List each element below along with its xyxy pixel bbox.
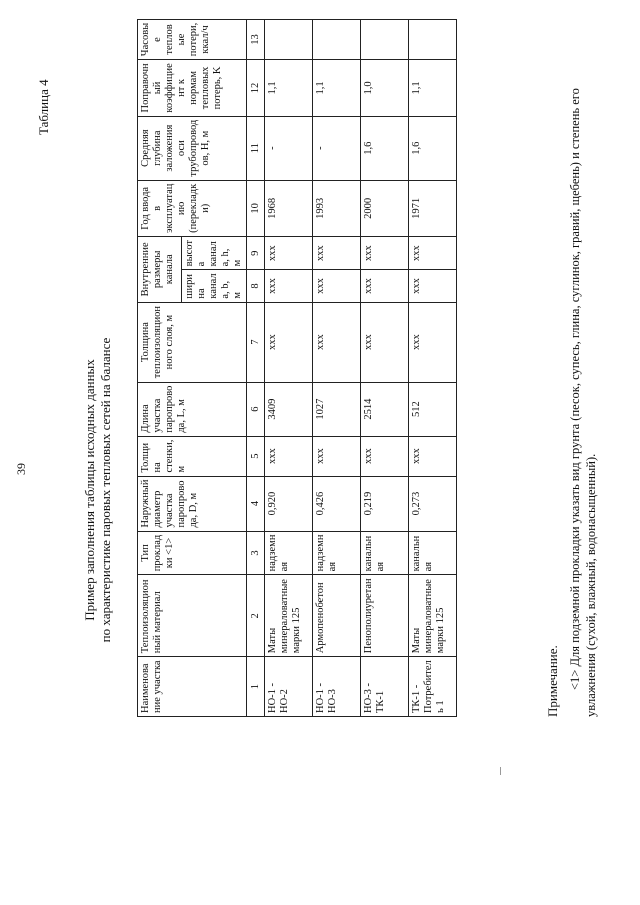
cell-name: ТК-1 - Потребител ь 1 xyxy=(409,657,457,717)
cell-year: 2000 xyxy=(361,180,409,236)
table-title-line1: Пример заполнения таблицы исходных данных xyxy=(82,359,97,621)
column-number: 12 xyxy=(247,60,265,116)
table-row xyxy=(265,19,313,716)
header-row xyxy=(138,19,182,716)
cell-material: Маты минераловатные марки 125 xyxy=(409,575,457,657)
cell-coefficient: 1,1 xyxy=(409,60,457,116)
cell-coefficient: 1,1 xyxy=(313,60,361,116)
column-number: 1 xyxy=(247,657,265,717)
cell-diameter: 0,219 xyxy=(361,476,409,531)
column-number: 4 xyxy=(247,476,265,531)
cell-name: НО-1 - НО-2 xyxy=(265,657,313,717)
column-number: 6 xyxy=(247,382,265,436)
cell-height: ххх xyxy=(313,237,361,270)
cell-wall: ххх xyxy=(265,436,313,476)
cell-width: ххх xyxy=(409,270,457,302)
cell-loss xyxy=(361,19,409,59)
margin-mark xyxy=(500,767,501,775)
cell-depth: - xyxy=(313,116,361,180)
header-cell: Теплоизоляцион ный материал xyxy=(138,575,247,657)
cell-name: НО-1 - НО-3 xyxy=(313,657,361,717)
column-number-row xyxy=(247,19,265,716)
cell-loss xyxy=(265,19,313,59)
column-number: 5 xyxy=(247,436,265,476)
column-number: 2 xyxy=(247,575,265,657)
header-cell: Толщи на стенки, м xyxy=(138,436,247,476)
cell-diameter: 0,920 xyxy=(265,476,313,531)
cell-year: 1968 xyxy=(265,180,313,236)
cell-laying: надземн ая xyxy=(313,531,361,575)
cell-laying: надземн ая xyxy=(265,531,313,575)
cell-wall: ххх xyxy=(313,436,361,476)
cell-length: 1027 xyxy=(313,382,361,436)
data-table xyxy=(137,19,457,717)
cell-depth: - xyxy=(265,116,313,180)
note-heading: Примечание. xyxy=(545,645,560,717)
column-number: 13 xyxy=(247,19,265,59)
cell-length: 3409 xyxy=(265,382,313,436)
cell-wall: ххх xyxy=(409,436,457,476)
header-cell: высот а канал а, h, м xyxy=(182,237,247,270)
cell-name: НО-3 - ТК-1 xyxy=(361,657,409,717)
column-number: 3 xyxy=(247,531,265,575)
cell-laying: канальн ая xyxy=(361,531,409,575)
cell-coefficient: 1,1 xyxy=(265,60,313,116)
header-cell: Длина участка паропрово да, L, м xyxy=(138,382,247,436)
header-cell: Средняя глубина заложения оси трубопровод ов, Н, м xyxy=(138,116,247,180)
cell-width: ххх xyxy=(361,270,409,302)
column-number: 8 xyxy=(247,270,265,302)
cell-insulation: ххх xyxy=(409,302,457,382)
table-title-line2: по характеристике паровых тепловых сетей на балансе xyxy=(98,337,113,643)
cell-height: ххх xyxy=(265,237,313,270)
cell-length: 2514 xyxy=(361,382,409,436)
cell-diameter: 0,273 xyxy=(409,476,457,531)
table-row xyxy=(313,19,361,716)
table-row xyxy=(361,19,409,716)
header-cell: шири на канал а, b, м xyxy=(182,270,247,302)
header-cell: Наружный диаметр участка паропрово да, D, м xyxy=(138,476,247,531)
column-number: 11 xyxy=(247,116,265,180)
cell-height: ххх xyxy=(361,237,409,270)
cell-coefficient: 1,0 xyxy=(361,60,409,116)
cell-material: Армопенобетон xyxy=(313,575,361,657)
cell-depth: 1,6 xyxy=(361,116,409,180)
cell-year: 1971 xyxy=(409,180,457,236)
column-number: 9 xyxy=(247,237,265,270)
note-line1: <1> Для подземной прокладки указать вид грунта (песок, супесь, глина, суглинок, гравий, щебень) и степень его xyxy=(568,88,582,690)
header-cell: Год ввода в эксплуатац ию (перекладк и) xyxy=(138,180,247,236)
header-cell: Поправочн ый коэффицие нт к нормам тепловых потерь, K xyxy=(138,60,247,116)
cell-material: Пенополиуретан xyxy=(361,575,409,657)
column-number: 10 xyxy=(247,180,265,236)
header-cell: Тип проклад ки <1> xyxy=(138,531,247,575)
cell-wall: ххх xyxy=(361,436,409,476)
cell-width: ххх xyxy=(313,270,361,302)
cell-diameter: 0,426 xyxy=(313,476,361,531)
header-cell: Внутренние размеры канала xyxy=(138,237,182,303)
cell-year: 1993 xyxy=(313,180,361,236)
cell-loss xyxy=(313,19,361,59)
page-number: 39 xyxy=(14,463,28,475)
cell-material: Маты минераловатные марки 125 xyxy=(265,575,313,657)
cell-insulation: ххх xyxy=(265,302,313,382)
cell-height: ххх xyxy=(409,237,457,270)
header-cell: Часовы е теплов ые потери, ккал/ч xyxy=(138,19,247,59)
note-line2: увлажнения (сухой, влажный, водонасыщенный). xyxy=(584,453,598,717)
table-label: Таблица 4 xyxy=(36,79,51,135)
header-cell: Толщина теплоизоляцион ного слоя, м xyxy=(138,302,247,382)
cell-insulation: ххх xyxy=(313,302,361,382)
cell-depth: 1,6 xyxy=(409,116,457,180)
table-row xyxy=(409,19,457,716)
header-cell: Наименова ние участка xyxy=(138,657,247,717)
cell-length: 512 xyxy=(409,382,457,436)
cell-width: ххх xyxy=(265,270,313,302)
cell-insulation: ххх xyxy=(361,302,409,382)
column-number: 7 xyxy=(247,302,265,382)
cell-loss xyxy=(409,19,457,59)
cell-laying: канальн ая xyxy=(409,531,457,575)
